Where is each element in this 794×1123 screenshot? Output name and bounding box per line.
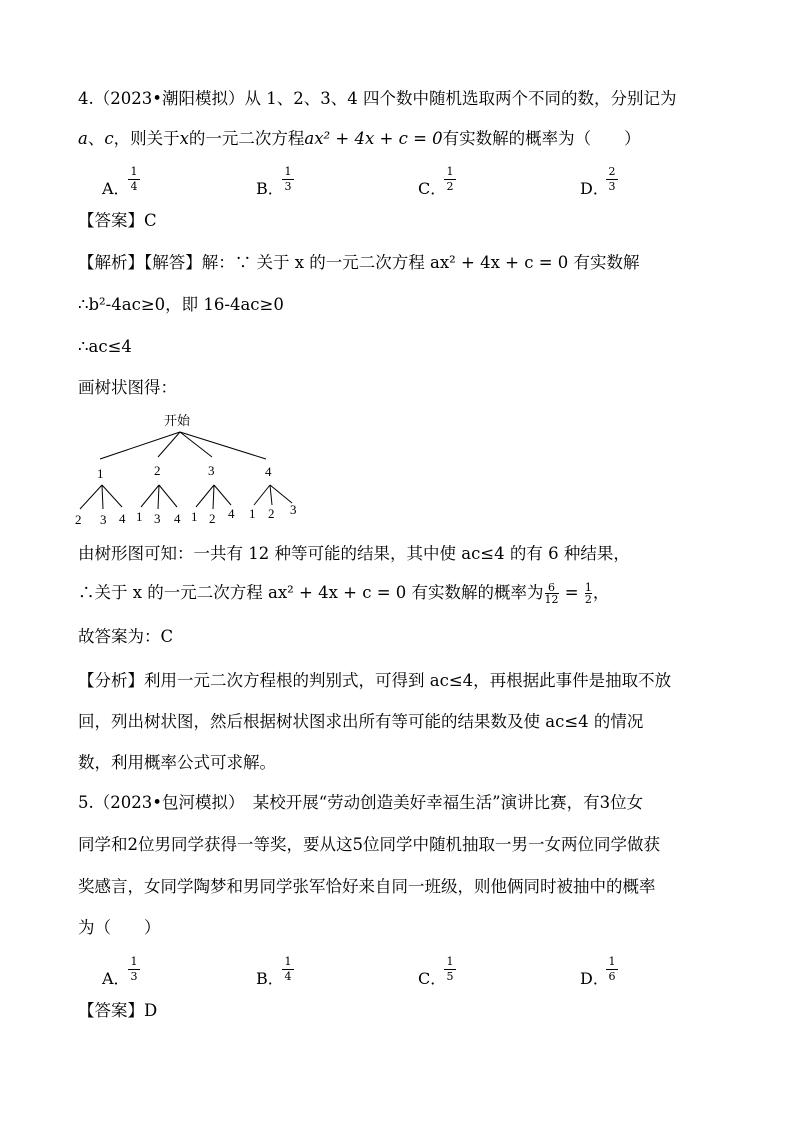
tree-node-l2: 4 (228, 506, 235, 521)
numerator: 2 (608, 165, 616, 178)
q5-stem-text: 某校开展“劳动创造美好幸福生活”演讲比赛，有3位女 (236, 793, 644, 812)
tree-node-l2: 2 (268, 506, 275, 521)
q4-stem-text2: ，则关于 (113, 129, 180, 148)
answer-tag: 【答案】 (78, 1001, 144, 1020)
q4-var-c: c (104, 129, 114, 148)
denominator: 6 (608, 970, 616, 983)
option-fraction (606, 956, 618, 983)
q4-analysis-line4: 画树状图得： (78, 378, 177, 397)
numerator: 1 (284, 955, 292, 968)
q4-analysis-line1 (78, 252, 640, 274)
analysis-text: ∴关于 x 的一元二次方程 ax² + 4x + c = 0 有实数解的概率为 (78, 583, 544, 602)
q4-analysis-line7: 故答案为：C (78, 627, 174, 646)
tree-edge (213, 485, 214, 509)
option-label: B． (256, 179, 284, 198)
q4-stem-line1 (78, 88, 676, 110)
tree-edge (159, 485, 177, 507)
tree-edge (141, 485, 159, 507)
tree-node-l2: 3 (290, 502, 297, 517)
q4-answer (78, 210, 157, 232)
q4-analysis-line5: 由树形图可知：一共有 12 种等可能的结果，其中使 ac≤4 的有 6 种结果， (78, 544, 630, 563)
q4-var-x: x (179, 129, 189, 148)
answer-tag: 【答案】 (78, 211, 144, 230)
q4-sep: 、 (87, 129, 105, 148)
q5-options (0, 952, 794, 986)
answer-value: D (144, 1001, 158, 1020)
equals-sign: = (564, 583, 579, 602)
numerator: 1 (584, 581, 592, 594)
option-fraction (128, 956, 140, 983)
analysis-text: ， (592, 583, 610, 602)
option-label: B． (256, 969, 284, 988)
tree-edge (214, 485, 231, 505)
tree-edge (270, 485, 292, 503)
denominator: 4 (284, 970, 292, 983)
numerator: 1 (284, 165, 292, 178)
tree-edge (180, 432, 266, 459)
numerator: 6 (548, 581, 556, 594)
numerator: 1 (608, 955, 616, 968)
tree-node-l1: 1 (97, 466, 104, 481)
option-label: D． (580, 969, 609, 988)
tree-node-l1: 4 (265, 464, 272, 479)
tree-edge (196, 485, 214, 507)
q4-source: （2023•潮阳模拟） (93, 89, 245, 108)
option-label: C． (418, 179, 447, 198)
q5-answer (78, 1000, 157, 1022)
q4-fenxi-line3: 数，利用概率公式可求解。 (78, 753, 276, 772)
q4-stem-text: 从 1、2、3、4 四个数中随机选取两个不同的数，分别记为 (244, 89, 677, 108)
tree-node-l2: 2 (209, 511, 216, 526)
tree-node-l2: 1 (191, 509, 198, 524)
q4-fenxi-line1 (78, 670, 671, 692)
denominator: 2 (446, 180, 454, 193)
option-fraction (282, 956, 294, 983)
tree-node-l2: 2 (75, 512, 82, 527)
option-fraction (444, 166, 456, 193)
q5-stem-line1 (78, 792, 643, 814)
tree-edge (180, 432, 212, 457)
analysis-tag: 【解析】【解答】解： (78, 253, 235, 272)
q5-number: 5. (78, 793, 94, 812)
tree-edge (254, 485, 270, 505)
tree-node-l1: 3 (208, 463, 215, 478)
numerator: 1 (130, 165, 138, 178)
probability-fraction-6-12 (545, 582, 559, 605)
option-fraction (444, 956, 456, 983)
analysis-text: ∵ 关于 x 的一元二次方程 ax² + 4x + c = 0 有实数解 (234, 253, 640, 272)
denominator: 3 (284, 180, 292, 193)
q5-stem-line3: 奖感言，女同学陶梦和男同学张军恰好来自同一班级，则他俩同时被抽中的概率 (78, 877, 656, 896)
tree-node-l2: 3 (100, 512, 107, 527)
q4-analysis-line2: ∴b²-4ac≥0，即 16-4ac≥0 (78, 295, 284, 314)
denominator: 3 (130, 970, 138, 983)
denominator: 2 (584, 593, 592, 606)
tree-node-l1: 2 (154, 463, 161, 478)
q4-stem-text3: 的一元二次方程 (188, 129, 305, 148)
tree-node-l2: 4 (174, 511, 181, 526)
fenxi-tag: 【分析】 (78, 671, 144, 690)
tree-root: 开始 (164, 413, 191, 428)
option-fraction (282, 166, 294, 193)
q4-equation: ax² + 4x + c = 0 (304, 129, 443, 148)
denominator: 5 (446, 970, 454, 983)
q4-number: 4. (78, 89, 94, 108)
option-label: A． (102, 969, 130, 988)
fenxi-text: 利用一元二次方程根的判别式，可得到 ac≤4，再根据此事件是抽取不放 (144, 671, 672, 690)
q4-options (0, 162, 794, 196)
q4-analysis-line6 (78, 582, 609, 612)
q5-stem-line4: 为（ ） (78, 918, 161, 937)
numerator: 1 (130, 955, 138, 968)
q4-stem-line2 (78, 128, 641, 150)
numerator: 1 (446, 955, 454, 968)
q5-source: （2023•包河模拟） (93, 793, 237, 812)
tree-node-l2: 3 (154, 511, 161, 526)
tree-edge (102, 485, 122, 507)
tree-edge (158, 485, 159, 509)
denominator: 4 (130, 180, 138, 193)
tree-edge (102, 485, 103, 509)
q5-stem-line2: 同学和2位男同学获得一等奖，要从这5位同学中随机抽取一男一女两位同学做获 (78, 835, 660, 854)
denominator: 3 (608, 180, 616, 193)
q4-stem-text4: 有实数解的概率为（ ） (442, 129, 641, 148)
option-fraction (606, 166, 618, 193)
option-fraction (128, 166, 140, 193)
tree-node-l2: 1 (136, 509, 143, 524)
q4-fenxi-line2: 回，列出树状图，然后根据树状图求出所有等可能的结果数及使 ac≤4 的情况 (78, 712, 644, 731)
numerator: 1 (446, 165, 454, 178)
tree-diagram (70, 405, 320, 530)
option-label: C． (418, 969, 447, 988)
tree-edge (270, 485, 272, 505)
q4-var-a: a (78, 129, 88, 148)
answer-value: C (144, 211, 157, 230)
q4-analysis-line3: ∴ac≤4 (78, 337, 132, 356)
probability-fraction-1-2 (585, 582, 592, 605)
tree-node-l2: 4 (119, 511, 126, 526)
option-label: A． (102, 179, 130, 198)
denominator: 12 (544, 593, 559, 606)
tree-node-l2: 1 (249, 506, 256, 521)
option-label: D． (580, 179, 609, 198)
tree-edge (80, 485, 102, 509)
